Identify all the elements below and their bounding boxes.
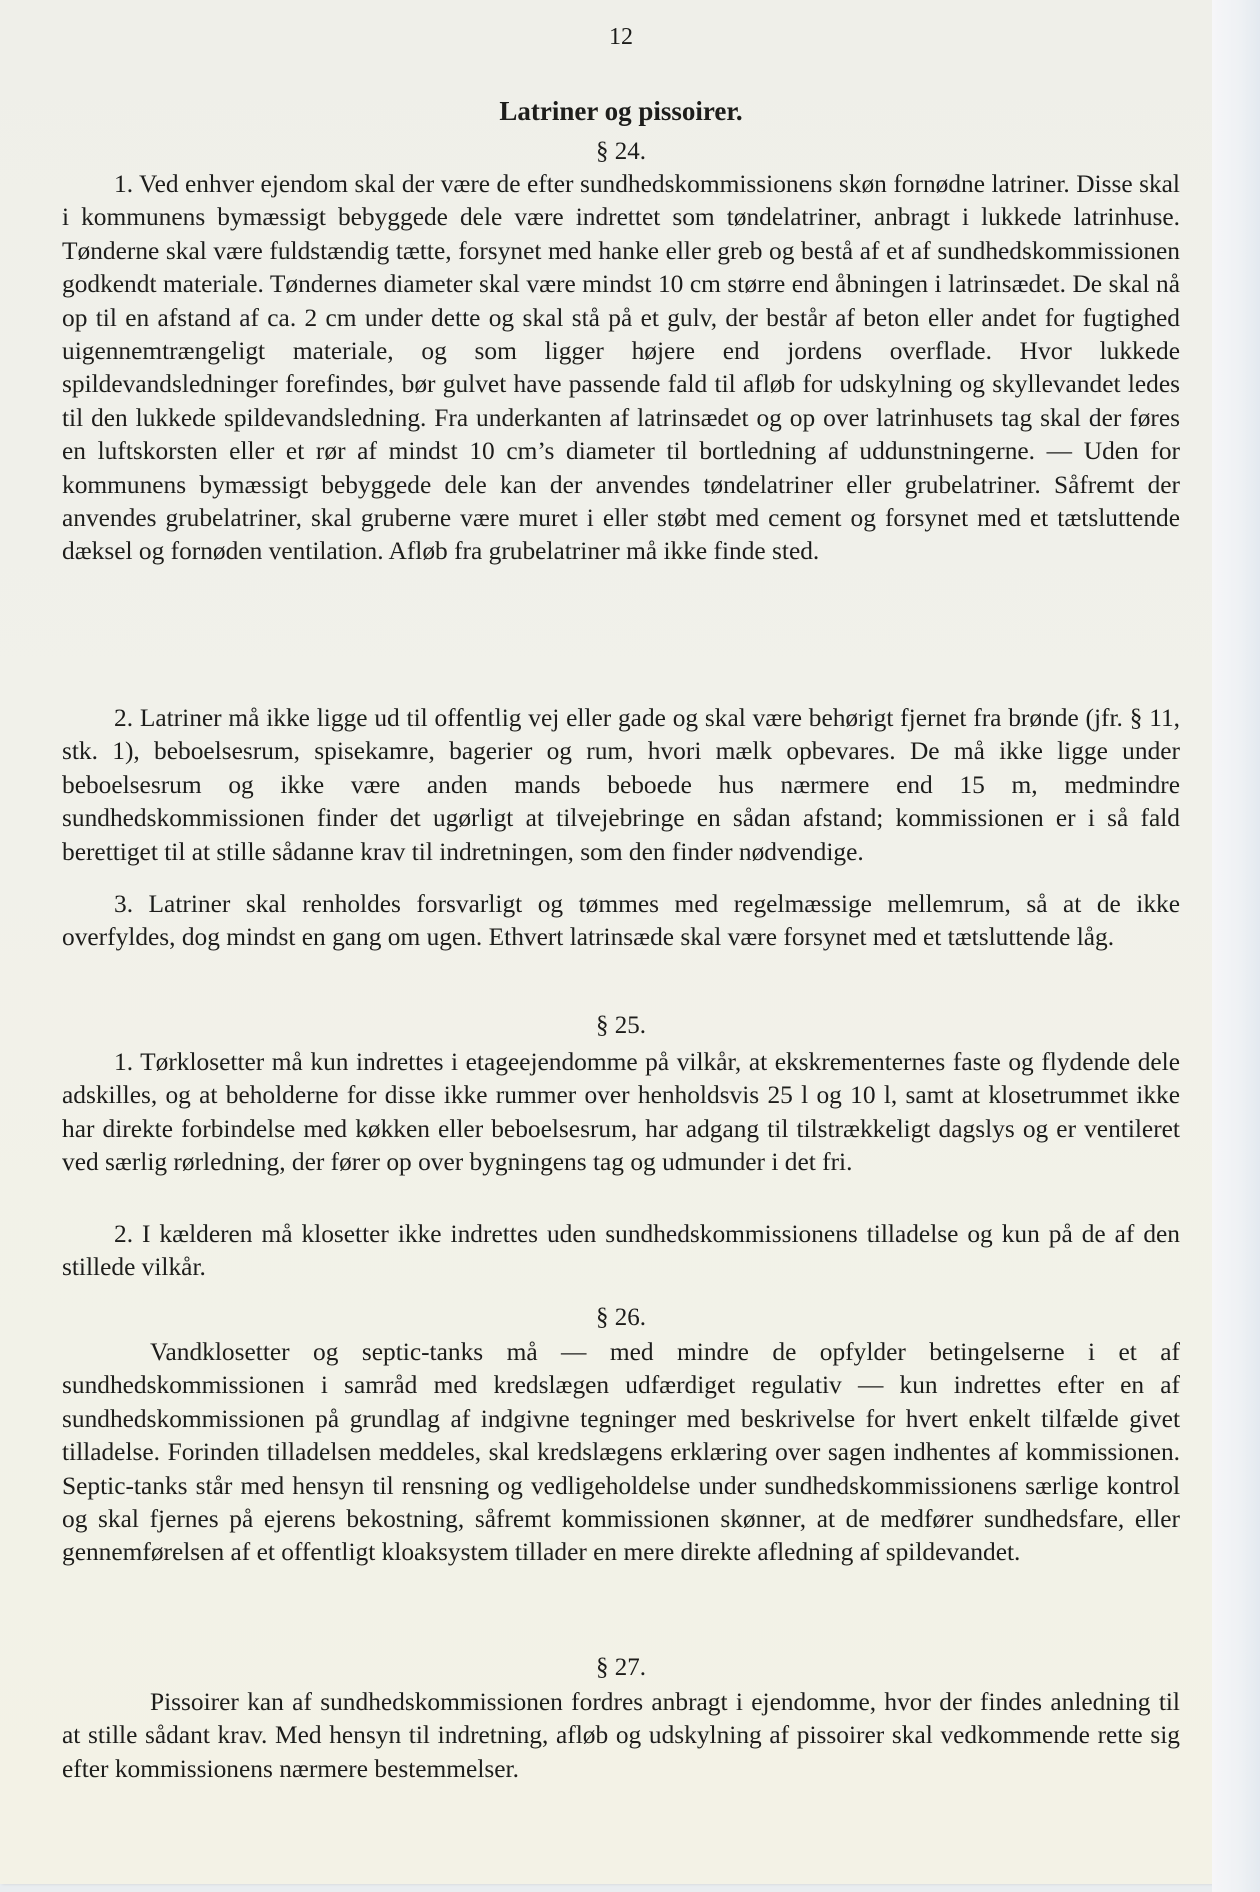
paragraph-24-item-2	[62, 702, 1180, 869]
paragraph-heading-25: § 25.	[596, 1012, 646, 1039]
section-title: Latriner og pissoirer.	[499, 96, 743, 126]
paragraph-heading-24: § 24.	[596, 138, 646, 165]
paragraph-24-item-3	[62, 888, 1180, 955]
paragraph-25-item-2	[62, 1218, 1180, 1285]
page-number: 12	[609, 24, 633, 50]
paragraph-heading-26: § 26.	[596, 1304, 646, 1331]
paragraph-text: Vandklosetter og septic-tanks må — med mindre de opfylder betingelserne i et af sundhedskommissionen i samråd med kredslægen udfærdiget regulativ — kun indrettes efter en af sundhedskommissionen på grundlag af indgivne tegninger med beskrivelse for hvert enkelt tilfælde givet tilladelse. Forinden tilladelsen meddeles, skal kredslægens erklæring over sagen indhentes af kommissionen. Septic-tanks står med hensyn til rensning og vedligeholdelse under sundhedskommissionens særlige kontrol og skal fjernes på ejerens bekostning, såfremt kommissionen skønner, at de medfører sundhedsfare, eller gennemførelsen af et offentligt kloaksystem tillader en mere direkte afledning af spildevandet.	[62, 1338, 1180, 1567]
paragraph-26-text	[62, 1336, 1180, 1570]
paragraph-text: 1. Ved enhver ejendom skal der være de efter sundhedskommissionens skøn fornødne latriner. Disse skal i kommunens bymæssigt bebyggede dele være indrettet som tøndelatriner, anbragt i lukkede latrinhuse. Tønderne skal være fuldstændig tætte, forsynet med hanke eller greb og bestå af et af sundhedskommissionen godkendt materiale. Tøndernes diameter skal være mindst 10 cm større end åbningen i latrinsædet. De skal nå op til en afstand af ca. 2 cm under dette og skal stå på et gulv, der består af beton eller andet for fugtighed uigennemtrængeligt materiale, og som ligger højere end jordens overflade. Hvor lukkede spildevandsledninger forefindes, bør gulvet have passende fald til afløb for udskylning og skyllevandet ledes til den lukkede spildevandsledning. Fra underkanten af latrinsædet og op over latrinhusets tag skal der føres en luftskorsten eller et rør af mindst 10 cm’s diameter til bortledning af uddunstningerne. — Uden for kommunens bymæssigt bebyggede dele kan der anvendes tøndelatriner eller grubelatriner. Såfremt der anvendes grubelatriner, skal gruberne være muret i eller støbt med cement og forsynet med et tætsluttende dæksel og fornøden ventilation. Afløb fra grubelatriner må ikke finde sted.	[62, 170, 1180, 566]
paragraph-25-item-1	[62, 1046, 1180, 1180]
paragraph-24-item-1	[62, 168, 1180, 569]
paragraph-text: Pissoirer kan af sundhedskommissionen fordres anbragt i ejendomme, hvor der findes anledning til at stille sådant krav. Med hensyn til indretning, afløb og udskylning af pissoirer skal vedkommende rette sig efter kommissionens nærmere bestemmelser.	[62, 1688, 1180, 1783]
paragraph-text: 2. Latriner må ikke ligge ud til offentlig vej eller gade og skal være behørigt fjernet fra brønde (jfr. § 11, stk. 1), beboelsesrum, spisekamre, bagerier og rum, hvori mælk opbevares. De må ikke ligge under beboelsesrum og ikke være anden mands beboede hus nærmere end 15 m, medmindre sundhedskommissionen finder det ugørligt at tilvejebringe en sådan afstand; kommissionen er i så fald berettiget til at stille sådanne krav til indretningen, som den finder nødvendige.	[62, 704, 1180, 866]
scan-background-edge	[1212, 0, 1260, 1892]
paragraph-text: 1. Tørklosetter må kun indrettes i etageejendomme på vilkår, at ekskrementernes faste og flydende dele adskilles, og at beholderne for disse ikke rummer over henholdsvis 25 l og 10 l, samt at klosetrummet ikke har direkte forbindelse med køkken eller beboelsesrum, har adgang til tilstrækkeligt dagslys og er ventileret ved særlig rørledning, der fører op over bygningens tag og udmunder i det fri.	[62, 1048, 1180, 1177]
paragraph-heading-27: § 27.	[596, 1654, 646, 1681]
paragraph-27-text	[62, 1686, 1180, 1786]
paragraph-text: 3. Latriner skal renholdes forsvarligt og tømmes med regelmæssige mellemrum, så at de ikke overfyldes, dog mindst en gang om ugen. Ethvert latrinsæde skal være forsynet med et tætsluttende låg.	[62, 890, 1180, 952]
paragraph-text: 2. I kælderen må klosetter ikke indrettes uden sundhedskommissionens tilladelse og kun på de af den stillede vilkår.	[62, 1220, 1180, 1282]
